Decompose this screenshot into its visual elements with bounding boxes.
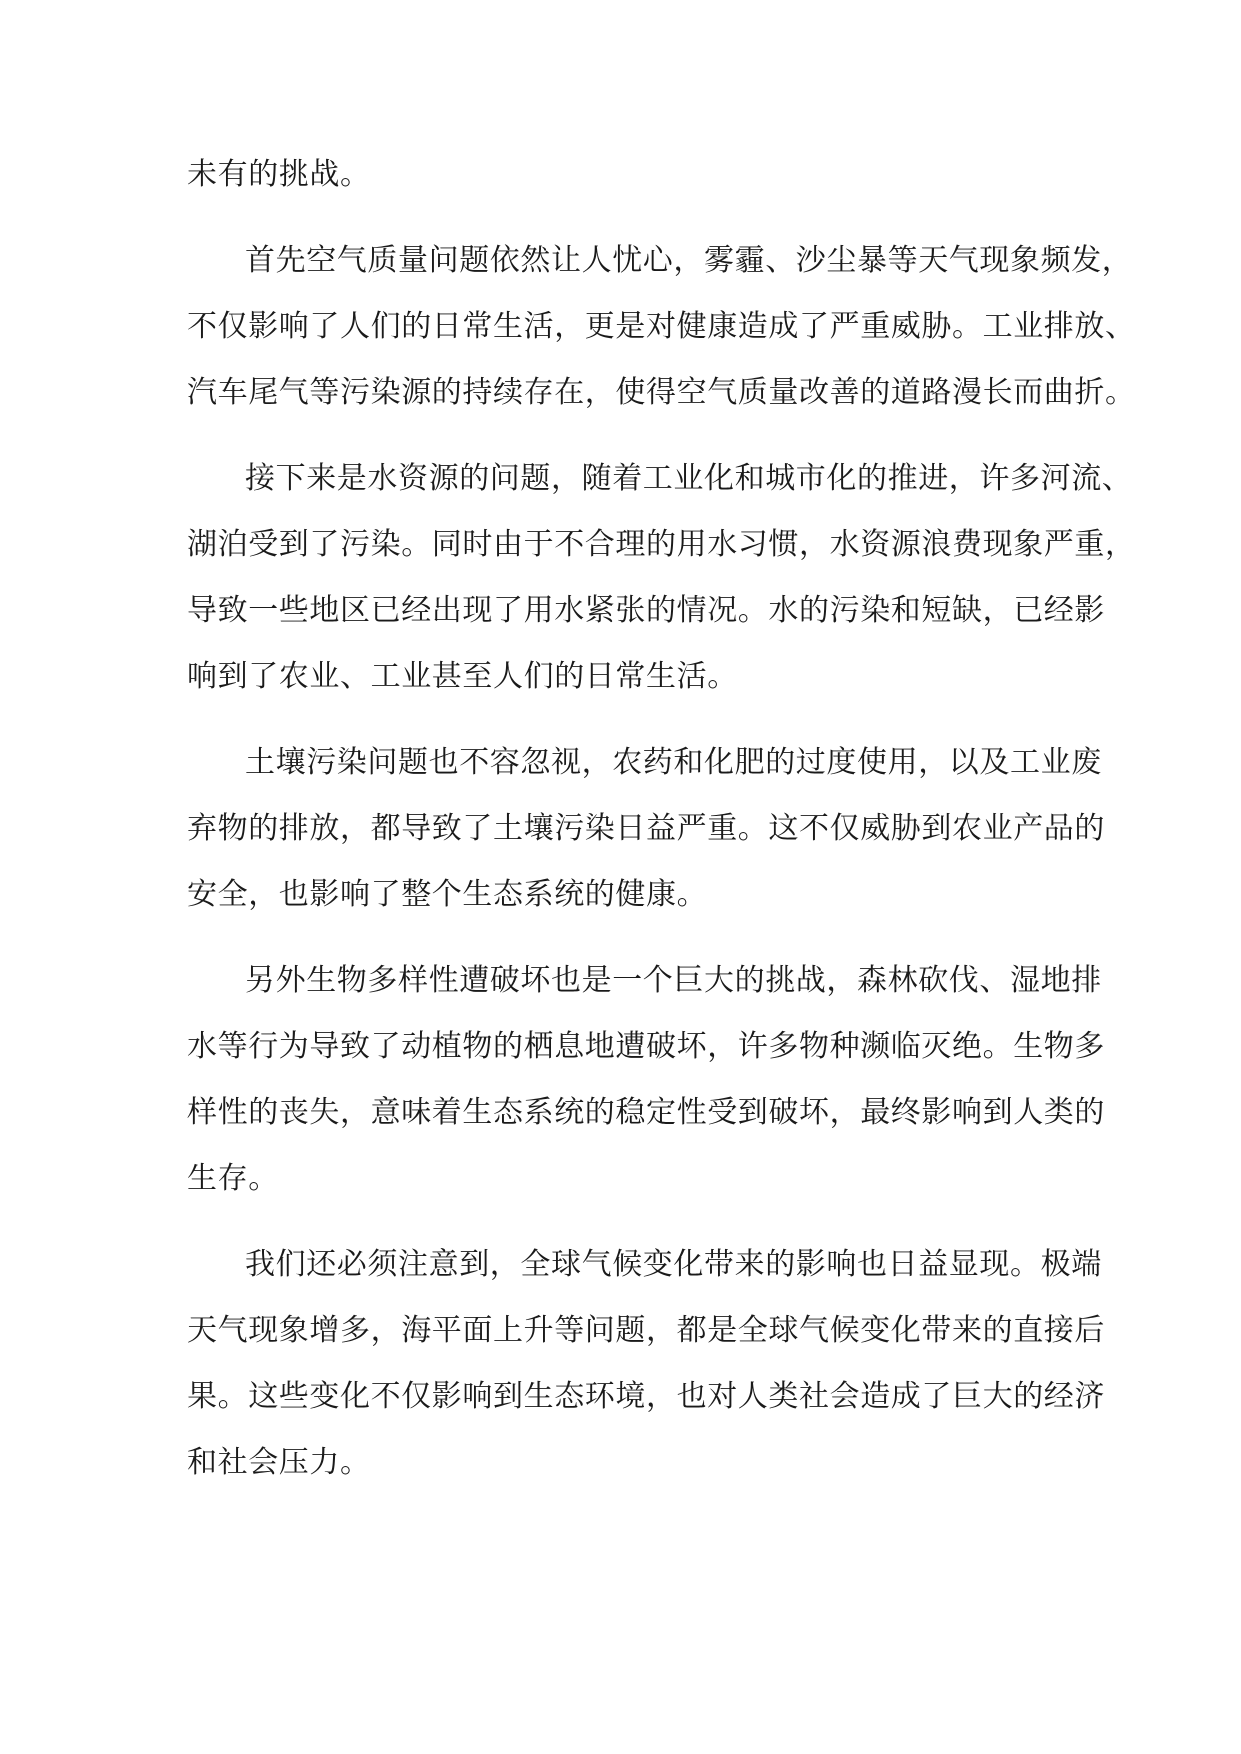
- text-line: 果。这些变化不仅影响到生态环境，也对人类社会造成了巨大的经济: [187, 1379, 1105, 1414]
- text-line: 安全，也影响了整个生态系统的健康。: [187, 877, 708, 912]
- paragraph-first-line: 另外生物多样性遭破坏也是一个巨大的挑战，森林砍伐、湿地排: [245, 963, 1102, 998]
- text-line: 导致一些地区已经出现了用水紧张的情况。水的污染和短缺，已经影: [187, 593, 1105, 628]
- text-line: 和社会压力。: [187, 1445, 371, 1480]
- text-line: 弃物的排放，都导致了土壤污染日益严重。这不仅威胁到农业产品的: [187, 811, 1105, 846]
- paragraph-first-line: 首先空气质量问题依然让人忧心，雾霾、沙尘暴等天气现象频发，: [245, 243, 1133, 278]
- text-line: 天气现象增多，海平面上升等问题，都是全球气候变化带来的直接后: [187, 1313, 1105, 1348]
- text-line: 未有的挑战。: [187, 157, 371, 192]
- text-line: 汽车尾气等污染源的持续存在，使得空气质量改善的道路漫长而曲折。: [187, 375, 1136, 410]
- paragraph-first-line: 我们还必须注意到，全球气候变化带来的影响也日益显现。极端: [245, 1247, 1102, 1282]
- text-line: 湖泊受到了污染。同时由于不合理的用水习惯，水资源浪费现象严重，: [187, 527, 1136, 562]
- document-body: [187, 142, 1136, 1496]
- text-line: 不仅影响了人们的日常生活，更是对健康造成了严重威胁。工业排放、: [187, 309, 1136, 344]
- text-line: 生存。: [187, 1161, 279, 1196]
- text-line: 样性的丧失，意味着生态系统的稳定性受到破坏，最终影响到人类的: [187, 1095, 1105, 1130]
- text-line: 响到了农业、工业甚至人们的日常生活。: [187, 659, 738, 694]
- paragraph-first-line: 接下来是水资源的问题，随着工业化和城市化的推进，许多河流、: [245, 461, 1133, 496]
- paragraph-first-line: 土壤污染问题也不容忽视，农药和化肥的过度使用，以及工业废: [245, 745, 1102, 780]
- text-line: 水等行为导致了动植物的栖息地遭破坏，许多物种濒临灭绝。生物多: [187, 1029, 1105, 1064]
